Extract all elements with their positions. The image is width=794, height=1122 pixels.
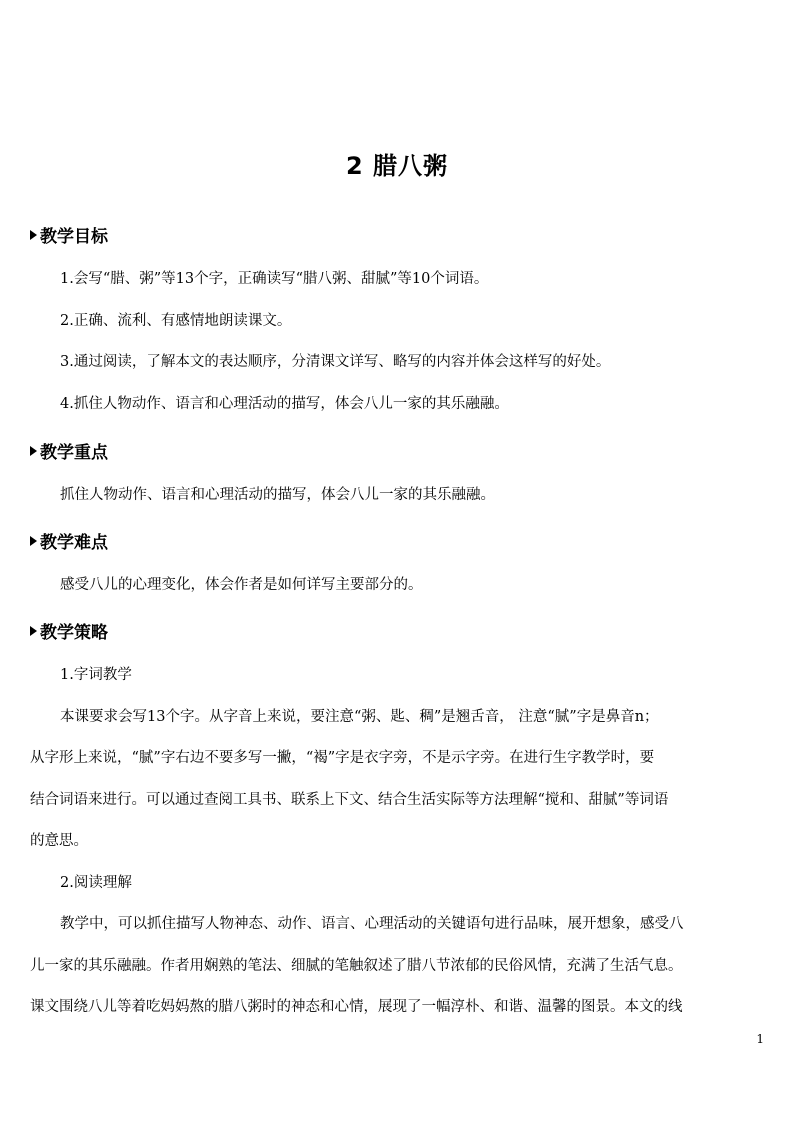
para1-line-3: 结合词语来进行。可以通过查阅工具书、联系上下文、结合生活实际等方法理解“搅和、甜腻”等词语: [30, 792, 669, 808]
heading-keypoints-label: 教学重点: [40, 443, 108, 463]
para2-line-3: 课文围绕八儿等着吃妈妈熬的腊八粥时的神态和心情，展现了一幅淳朴、和谐、温馨的图景。本文的线: [30, 999, 683, 1015]
heading-strategy: [30, 618, 108, 643]
goal-item-3: 3.通过阅读，了解本文的表达顺序，分清课文详写、略写的内容并体会这样写的好处。: [60, 354, 611, 370]
para1-line-2: 从字形上来说，“腻”字右边不要多写一撇，“褐”字是衣字旁，不是示字旁。在进行生字教学时，要: [30, 750, 655, 766]
para1-line-1: 本课要求会写13个字。从字音上来说，要注意“粥、匙、稠”是翘舌音， 注意“腻”字是鼻音n；: [60, 709, 659, 725]
heading-goals: [30, 222, 108, 247]
triangle-bullet-icon: [30, 536, 37, 546]
para1-line-4: 的意思。: [30, 833, 88, 849]
para2-line-2: 儿一家的其乐融融。作者用娴熟的笔法、细腻的笔触叙述了腊八节浓郁的民俗风情，充满了生活气息。: [30, 958, 683, 974]
heading-difficulties-label: 教学难点: [40, 533, 108, 553]
goal-item-4: 4.抓住人物动作、语言和心理活动的描写，体会八儿一家的其乐融融。: [60, 396, 509, 412]
difficulties-text: 感受八儿的心理变化，体会作者是如何详写主要部分的。: [60, 577, 423, 593]
strategy-sub1: 1.字词教学: [60, 667, 132, 683]
keypoints-text: 抓住人物动作、语言和心理活动的描写，体会八儿一家的其乐融融。: [60, 487, 495, 503]
heading-difficulties: [30, 528, 108, 553]
goal-item-2: 2.正确、流利、有感情地朗读课文。: [60, 313, 292, 329]
goal-item-1: 1.会写“腊、粥”等13个字，正确读写“腊八粥、甜腻”等10个词语。: [60, 271, 489, 287]
heading-strategy-label: 教学策略: [40, 623, 108, 643]
heading-keypoints: [30, 438, 108, 463]
page-title: 2 腊八粥: [345, 152, 449, 180]
triangle-bullet-icon: [30, 230, 37, 240]
triangle-bullet-icon: [30, 446, 37, 456]
para2-line-1: 教学中，可以抓住描写人物神态、动作、语言、心理活动的关键语句进行品味，展开想象，感受八: [60, 916, 684, 932]
strategy-sub2: 2.阅读理解: [60, 875, 132, 891]
page-number: 1: [756, 1032, 764, 1046]
heading-goals-label: 教学目标: [40, 227, 108, 247]
triangle-bullet-icon: [30, 626, 37, 636]
